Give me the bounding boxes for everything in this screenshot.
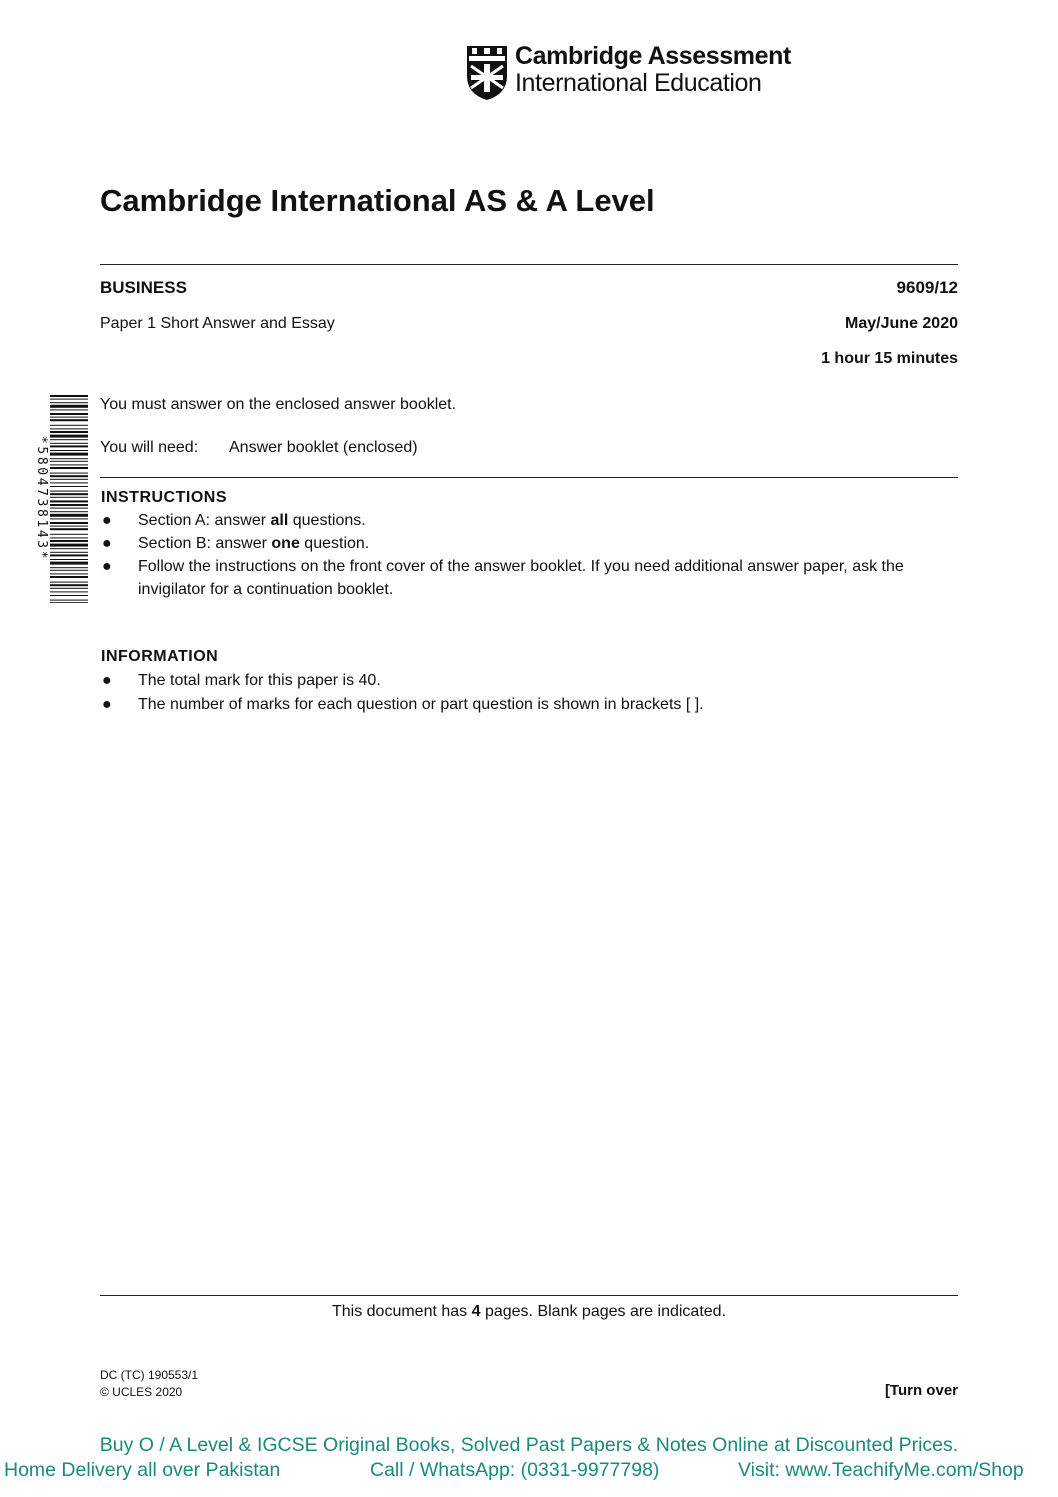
list-item: ● Section A: answer all questions. — [102, 512, 366, 529]
document-reference — [100, 1367, 198, 1401]
cambridge-crest-icon — [465, 44, 509, 102]
logo-line-1: Cambridge Assessment — [515, 42, 791, 70]
list-item: ● The total mark for this paper is 40. — [102, 672, 381, 689]
paper-code: 9609/12 — [896, 278, 958, 297]
instructions-list — [100, 509, 960, 601]
information-heading: INFORMATION — [101, 648, 219, 665]
cambridge-logo — [465, 44, 791, 102]
document-title: Cambridge International AS & A Level — [100, 183, 655, 218]
list-item: ● Section B: answer one question. — [102, 535, 370, 552]
advert-delivery: Home Delivery all over Pakistan — [4, 1459, 281, 1481]
answer-instruction: You must answer on the enclosed answer booklet. — [100, 396, 457, 413]
information-list — [100, 669, 960, 716]
subject-name: BUSINESS — [100, 278, 187, 297]
header-divider — [100, 264, 958, 265]
exam-duration: 1 hour 15 minutes — [821, 350, 958, 367]
paper-name: Paper 1 Short Answer and Essay — [100, 315, 335, 332]
advert-contact: Call / WhatsApp: (0331-9977798) — [370, 1459, 660, 1481]
materials-label: You will need: — [100, 439, 199, 456]
materials-value: Answer booklet (enclosed) — [229, 439, 418, 456]
list-item: ● The number of marks for each question or part question is shown in brackets [ ]. — [102, 696, 704, 713]
advert-link[interactable]: Visit: www.TeachifyMe.com/Shop — [738, 1459, 1024, 1481]
materials-divider — [100, 477, 958, 478]
exam-session: May/June 2020 — [845, 315, 958, 332]
instructions-heading: INSTRUCTIONS — [101, 489, 227, 506]
turn-over: [Turn over — [884, 1382, 958, 1399]
barcode-digits: *5804738143* — [34, 436, 49, 562]
copyright: © UCLES 2020 — [100, 1385, 183, 1399]
logo-line-2: International Education — [515, 69, 762, 97]
list-item: ● Follow the instructions on the front cover of the answer booklet. If you need additional answer paper, ask the invigilator for a continuation booklet. — [102, 558, 904, 598]
advert-line-1: Buy O / A Level & IGCSE Original Books, Solved Past Papers & Notes Online at Discounted Prices. — [99, 1434, 959, 1456]
page-count-note: This document has 4 pages. Blank pages are indicated. — [331, 1303, 727, 1320]
footer-divider — [100, 1295, 958, 1296]
reference-code: DC (TC) 190553/1 — [100, 1368, 199, 1382]
